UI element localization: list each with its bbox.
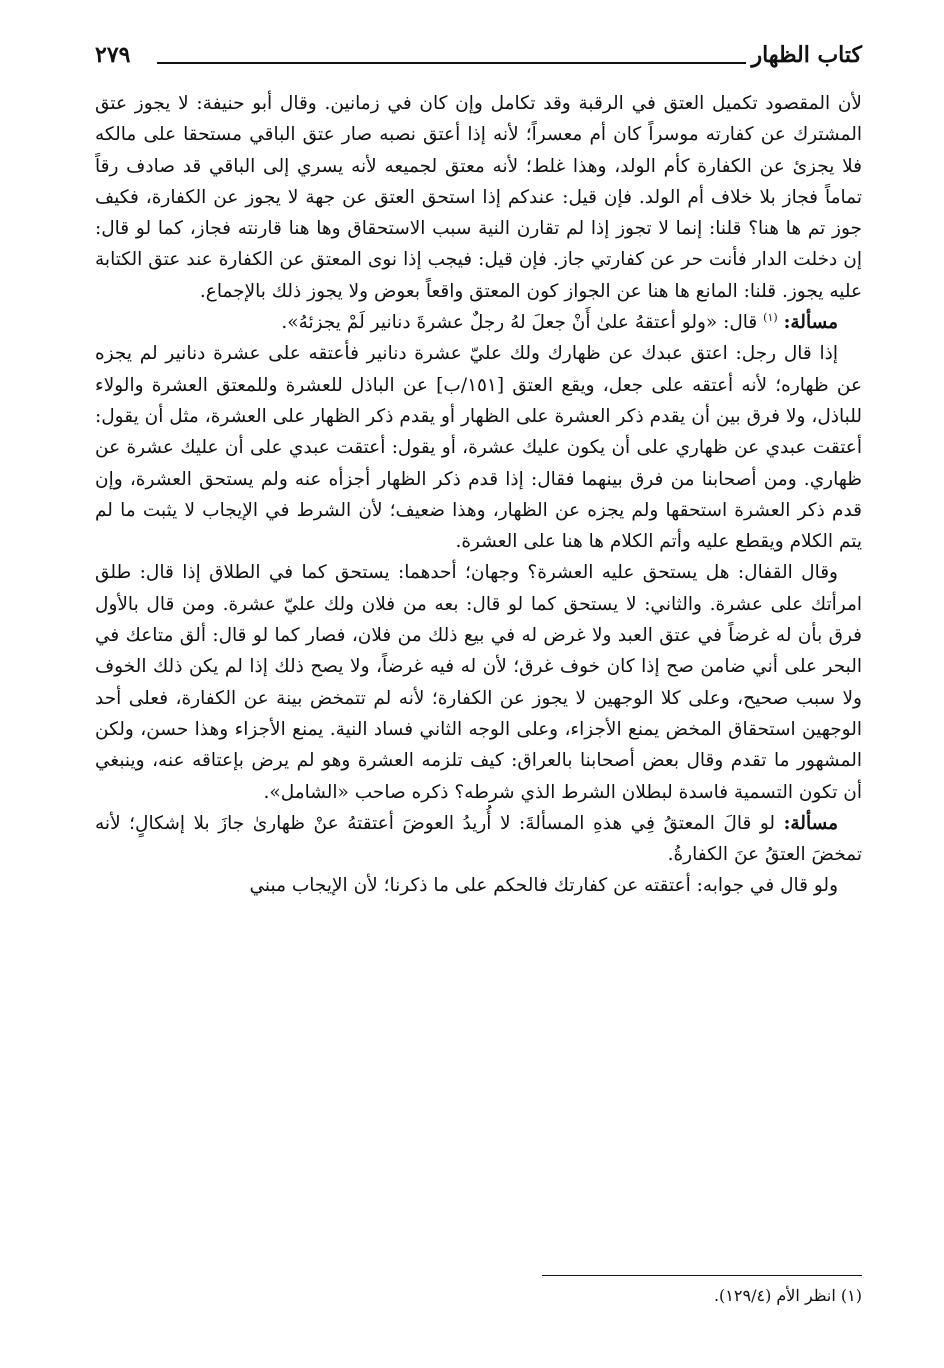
paragraph-2: [95, 307, 862, 338]
paragraph-text: قال: «ولو أعتقهُ علىٰ أَنْ جعلَ لهُ رجلٌ عشرةَ دنانير لَمْ يجزئهُ».: [281, 312, 758, 334]
main-text: [95, 88, 862, 902]
page-number: ٢٧٩: [95, 42, 131, 68]
footnote-text: انظر الأم (١٢٩/٤).: [713, 1286, 836, 1305]
page-header: [95, 38, 862, 72]
issue-label: مسألة:: [783, 812, 838, 834]
paragraph-4: [95, 557, 862, 807]
paragraph-text: إذا قال رجل: اعتق عبدك عن ظهارك ولك عليّ عشرة دنانير فأعتقه على عشرة دنانير لم يجزه عن ظهاره؛ لأنه أعتقه على جعل، ويقع العتق [١٥١/ب] عن الباذل للعشرة وللمعتق العشرة والولاء للباذل، ولا فرق بين أن يقدم ذكر العشرة على الظهار أو يقدم ذكر الظهار على العشرة، مثل أن يقول: أعتقت عبدي عن ظهاري على أن يكون عليك عشرة، أو يقول: أعتقت عبدي على أن عليك عشرة عن ظهاري. ومن أصحابنا من فرق بينهما فقال: إذا قدم ذكر الظهار أجزأه عنه ولم يستحق العشرة، وإن قدم ذكر العشرة استحقها ولم يجزه عن الظهار، وهذا ضعيف؛ لأن الشرط في الإيجاب لا يثبت ما لم يتم الكلام ويقطع عليه وأتم الكلام ها هنا على العشرة.: [95, 343, 862, 553]
issue-label: مسألة:: [783, 312, 838, 334]
running-title: كتاب الظهار: [751, 42, 862, 68]
footnote-number: (١): [840, 1286, 862, 1305]
footnote-reference[interactable]: (١): [763, 310, 778, 324]
footnote-rule: [542, 1275, 862, 1276]
paragraph-text: وقال القفال: هل يستحق عليه العشرة؟ وجهان؛ أحدهما: يستحق كما في الطلاق إذا قال: طلق امرأتك على عشرة. والثاني: لا يستحق كما لو قال: بعه من فلان ولك عليّ عشرة. ومن قال بالأول فرق بأن له غرضاً في عتق العبد ولا غرض له في بيع ذلك من فلان، فصار كما لو قال: ألق متاعك في البحر على أني ضامن صح إذا كان خوف غرق؛ لأن له فيه غرضاً، ولا يصح ذلك إذا لم يكن ذلك الخوف ولا سبب صحيح، وعلى كلا الوجهين لا يجوز عن الكفارة؛ لأنه لم تتمخض بينة عن الكفارة، فعلى أحد الوجهين استحقاق المخض يمنع الأجزاء، وعلى الوجه الثاني فساد النية. يمنع الأجزاء وهذا حسن، ولكن المشهور ما تقدم وقال بعض أصحابنا بالعراق: كيف تلزمه العشرة وهو لم يرض بإعتاقه عنه، وينبغي أن تكون التسمية فاسدة لبطلان الشرط الذي شرطه؟ ذكره صاحب «الشامل».: [95, 562, 862, 803]
paragraph-text: لأن المقصود تكميل العتق في الرقبة وقد تكامل وإن كان في زمانين. وقال أبو حنيفة: لا يجوز عتق المشترك عن كفارته موسراً كان أم معسراً؛ لأنه إذا أعتق نصبه صار عتق الباقي مستحقا على مالكه فلا يجزئ عن الكفارة كأم الولد، وهذا غلط؛ لأنه معتق لجميعه لأنه يسري إلى الباقي قد صادف رقاً تماماً فجاز بلا خلاف أم الولد. فإن قيل: عندكم إذا استحق العتق عن جهة لا يجوز عن الكفارة، فكيف جوز تم ها هنا؟ قلنا: إنما لا تجوز إذا لم تقارن النية سبب الاستحقاق وها هنا قارنته فجاز، كما لو قال: إن دخلت الدار فأنت حر عن كفارتي جاز. فإن قيل: فيجب إذا نوى المعتق عن الكفارة عند عتق الكتابة عليه يجوز. قلنا: المانع ها هنا عن الجواز كون المعتق واقعاً بعوض ولا يجوز ذلك بالإجماع.: [95, 93, 862, 302]
paragraph-3: [95, 338, 862, 557]
paragraph-1: [95, 88, 862, 307]
paragraph-6: [95, 870, 862, 901]
footnote: [95, 1283, 862, 1309]
paragraph-text: لو قالَ المعتقُ فِي هذهِ المسألةَ: لا أُريدُ العوضَ أعتقتهُ عنْ ظهارىٰ جازَ بلا إشكالٍ؛ لأنه تمخضَ العتقُ عنَ الكفارةُ.: [95, 812, 862, 866]
paragraph-text: ولو قال في جوابه: أعتقته عن كفارتك فالحكم على ما ذكرنا؛ لأن الإيجاب مبني: [249, 875, 838, 897]
header-rule: [157, 62, 746, 64]
paragraph-5: [95, 808, 862, 871]
